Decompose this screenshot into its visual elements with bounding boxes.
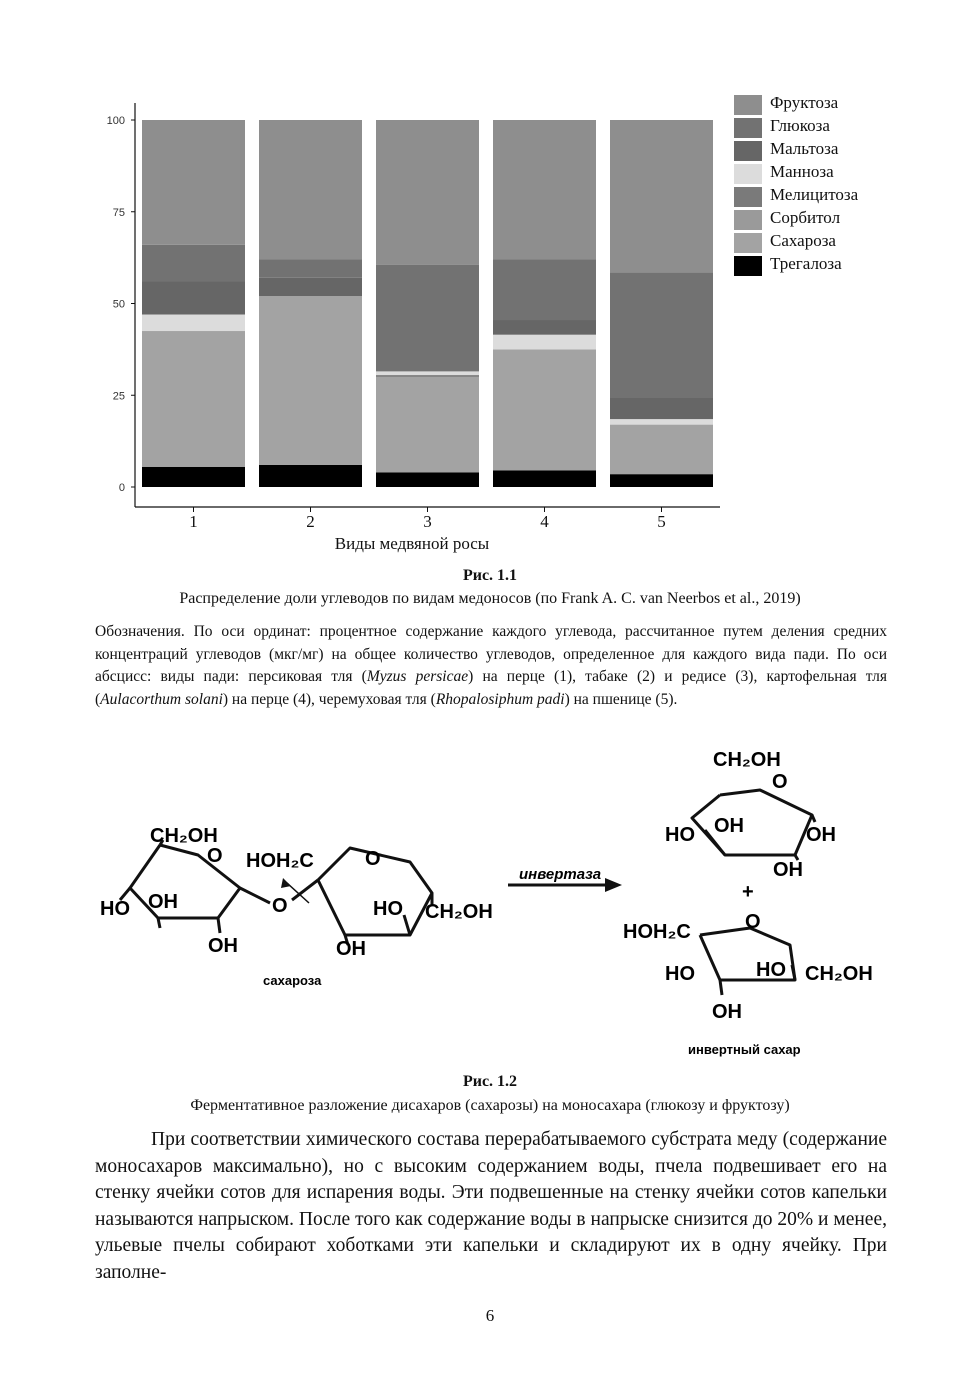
- sucrose-glucose-ch2oh: CH₂OH: [150, 825, 218, 847]
- sucrose-fructose-ho: HO: [373, 898, 403, 920]
- page-number: 6: [485, 1306, 495, 1325]
- glucose-oh-right: OH: [806, 824, 836, 846]
- figure-1-caption: Распределение доли углеводов по видам медоносов (по Frank A. C. van Neerbos et al., 2019): [179, 590, 801, 607]
- bar-segment-1-Фруктоза: [142, 120, 245, 245]
- figure-1-title: Рис. 1.1: [462, 567, 518, 584]
- sucrose-fructose-ch2oh: CH₂OH: [425, 901, 493, 923]
- bar-segment-2-Глюкоза: [259, 259, 362, 277]
- bar-segment-1-Трегалоза: [142, 467, 245, 487]
- sucrose-fructose-hoh2c: HOH₂C: [246, 850, 314, 872]
- bar-segment-5-Трегалоза: [610, 474, 713, 487]
- legend-label: Мелицитоза: [770, 185, 859, 204]
- legend-swatch: [734, 95, 762, 115]
- sucrose-glucose-ring-o: O: [207, 845, 223, 867]
- legend-label: Манноза: [770, 162, 834, 181]
- bar-segment-5-Глюкоза: [610, 272, 713, 397]
- legend-label: Фруктоза: [770, 93, 839, 112]
- plus-sign: +: [742, 881, 754, 903]
- y-tick-label: 0: [118, 482, 125, 494]
- figure-2-caption: Ферментативное разложение дисахаров (сахарозы) на моносахара (глюкозу и фруктозу): [190, 1097, 790, 1114]
- y-tick-label: 25: [112, 390, 125, 403]
- glucose-oh-bottom: OH: [773, 859, 803, 881]
- y-axis: [107, 103, 135, 507]
- bar-segment-3-Фруктоза: [376, 120, 479, 265]
- invert-sugar-label: инвертный сахар: [688, 1042, 801, 1057]
- x-tick-label: 1: [189, 512, 198, 531]
- bar-segment-1-Мальтоза: [142, 281, 245, 314]
- x-tick-label: 2: [306, 512, 315, 531]
- sucrose-glucose-oh-inner: OH: [148, 891, 178, 913]
- bar-segment-1-Манноза: [142, 315, 245, 332]
- fructose-ho-1: HO: [665, 963, 695, 985]
- fructose-ch2oh: CH₂OH: [805, 963, 873, 985]
- bar-segment-4-Глюкоза: [493, 259, 596, 320]
- bar-segment-5-Манноза: [610, 419, 713, 425]
- sucrose-hydrolysis-scheme: [0, 740, 980, 1070]
- legend-label: Трегалоза: [770, 254, 842, 273]
- sucrose-label: сахароза: [263, 973, 322, 988]
- glucose-ch2oh: CH₂OH: [713, 749, 781, 771]
- bar-segment-3-Сахароза: [376, 377, 479, 472]
- bar-segment-5-Фруктоза: [610, 120, 713, 272]
- fructose-ho-2: HO: [756, 959, 786, 981]
- bar-segment-4-Фруктоза: [493, 120, 596, 259]
- fructose-ring-o: O: [745, 911, 761, 933]
- legend-swatch: [734, 210, 762, 230]
- bar-segment-4-Сахароза: [493, 349, 596, 470]
- carbohydrate-stacked-bar-chart: [0, 0, 980, 560]
- legend-swatch: [734, 141, 762, 161]
- bar-segment-2-Фруктоза: [259, 120, 362, 259]
- figure-1-notes: Обозначения. По оси ординат: процентное содержание каждого углевода, рассчитанное путем деления средних концентраций углеводов (мкг/мг) на общее количество углеводов, определенное для каждого вида пади. По оси абсцисс: виды пади: персиковая тля (Myzus persicae) на перце (1), табаке (2) и редисе (3), картофельная тля (Aulacorthum solani) на перце (4), черемуховая тля (Rhopalosiphum padi) на пшенице (5).: [95, 623, 887, 708]
- glucose-oh-inner: OH: [714, 815, 744, 837]
- glycosidic-oxygen: O: [272, 895, 288, 917]
- bar-segment-4-Мальтоза: [493, 320, 596, 335]
- x-tick-label: 5: [657, 512, 666, 531]
- legend-swatch: [734, 187, 762, 207]
- legend-label: Сорбитол: [770, 208, 841, 227]
- fructose-oh: OH: [712, 1001, 742, 1023]
- legend-label: Мальтоза: [770, 139, 839, 158]
- bar-segment-4-Трегалоза: [493, 470, 596, 487]
- bar-segment-4-Манноза: [493, 335, 596, 350]
- bar-segment-3-Глюкоза: [376, 265, 479, 371]
- glucose-ho: HO: [665, 824, 695, 846]
- bar-segment-3-Трегалоза: [376, 472, 479, 487]
- sucrose-fructose-ring-o: O: [365, 848, 381, 870]
- bar-segment-3-Манноза: [376, 371, 479, 375]
- bar-segment-1-Глюкоза: [142, 245, 245, 282]
- fructose-hoh2c: HOH₂C: [623, 921, 691, 943]
- legend-label: Сахароза: [770, 231, 836, 250]
- glucose-ring-o: O: [772, 771, 788, 793]
- body-paragraph: При соответствии химического состава перерабатываемого субстрата меду (содержание моносахаров максимально), но с высоким содержанием воды, пчела подвешивает его на стенку ячейки сотов для испарения воды. Эти подвешенные на стенку ячейки сотов капельки называются напрыском. После того как содержание воды в напрыске снизится до 20% и менее, ульевые пчелы собирают хоботками эти капельки и складируют их в одну ячейку. При заполне-: [95, 1129, 887, 1283]
- bar-segment-2-Трегалоза: [259, 465, 362, 487]
- bar-segment-1-Сахароза: [142, 331, 245, 467]
- bar-segment-3-Мелицитоза: [376, 375, 479, 377]
- body-text: [95, 1127, 887, 1286]
- bars: [142, 120, 713, 487]
- legend-swatch: [734, 164, 762, 184]
- legend-swatch: [734, 256, 762, 276]
- y-tick-label: 75: [112, 206, 125, 219]
- y-tick-label: 50: [112, 298, 125, 311]
- bar-segment-2-Сахароза: [259, 296, 362, 465]
- figure-2-title: Рис. 1.2: [462, 1073, 518, 1090]
- x-axis: [135, 507, 720, 531]
- y-tick-label: 100: [106, 115, 125, 127]
- sucrose-fructose-oh: OH: [336, 938, 366, 960]
- sucrose-glucose-ho: HO: [100, 898, 130, 920]
- bar-segment-5-Сахароза: [610, 425, 713, 475]
- x-tick-label: 3: [423, 512, 432, 531]
- bar-segment-5-Мальтоза: [610, 397, 713, 419]
- legend-swatch: [734, 118, 762, 138]
- bar-segment-2-Мальтоза: [259, 278, 362, 296]
- legend-swatch: [734, 233, 762, 253]
- x-axis-title: Виды медвяной росы: [334, 534, 490, 553]
- legend-label: Глюкоза: [770, 116, 830, 135]
- invertase-label: инвертаза: [519, 866, 602, 883]
- sucrose-glucose-oh-bottom: OH: [208, 935, 238, 957]
- x-tick-label: 4: [540, 512, 549, 531]
